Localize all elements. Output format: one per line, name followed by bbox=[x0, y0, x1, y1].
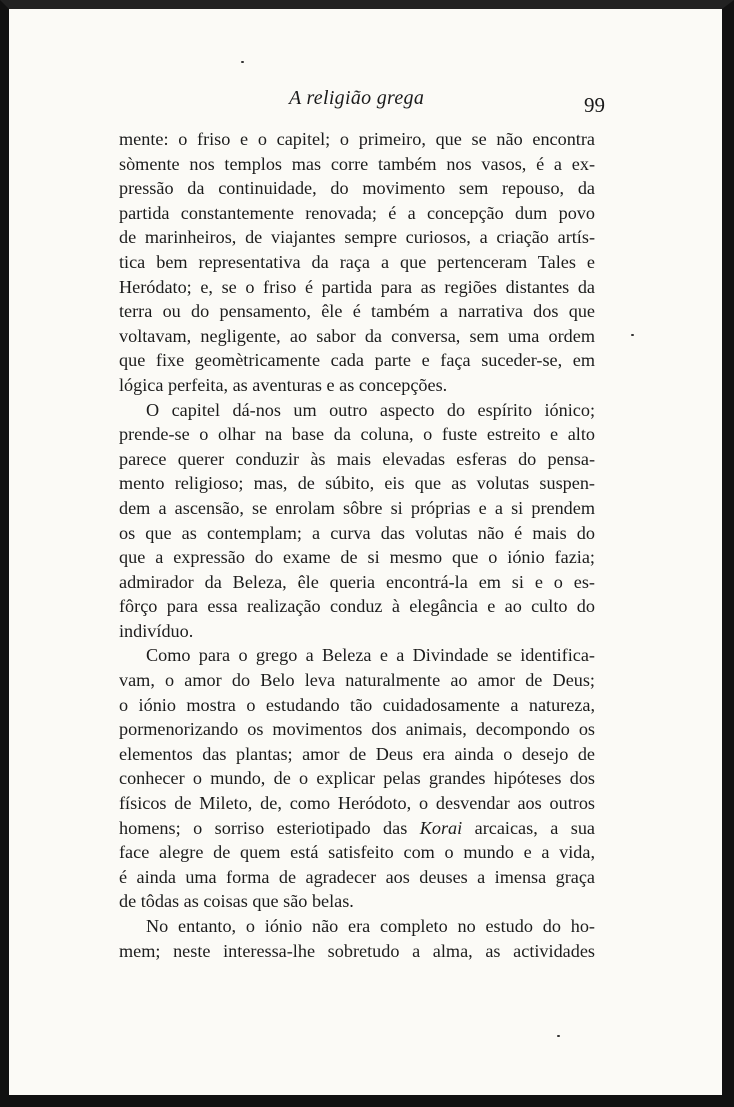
text-line: vam, o amor do Belo leva naturalmente ao amor de Deus; bbox=[119, 670, 595, 691]
running-title: A religião grega bbox=[289, 87, 425, 109]
text-line: No entanto, o iónio não era completo no estudo do ho- bbox=[146, 916, 595, 936]
text-line: de tôdas as coisas que são belas. bbox=[119, 891, 354, 912]
text-line: elementos das plantas; amor de Deus era ainda o desejo de bbox=[119, 743, 595, 764]
ink-speck bbox=[631, 334, 634, 336]
page-header bbox=[119, 87, 605, 121]
text-line: face alegre de quem está satisfeito com o mundo e a vida, bbox=[119, 842, 595, 863]
text-line: conhecer o mundo, de o explicar pelas grandes hipóteses dos bbox=[119, 768, 595, 789]
text-line: que a expressão do exame de si mesmo que o iónio fazia; bbox=[119, 547, 595, 568]
paragraph bbox=[119, 398, 595, 644]
text-line: mem; neste interessa-lhe sobretudo a alma, as actividades bbox=[119, 940, 595, 961]
paragraph bbox=[119, 127, 595, 398]
text-line: sòmente nos templos mas corre também nos vasos, é a ex- bbox=[119, 153, 595, 174]
text-line: mento religioso; mas, de súbito, eis que as volutas suspen- bbox=[119, 473, 595, 494]
text-line: que fixe geomètricamente cada parte e faça suceder-se, em bbox=[119, 350, 595, 371]
text-line: lógica perfeita, as aventuras e as concepções. bbox=[119, 374, 448, 395]
text-line: tica bem representativa da raça a que pertenceram Tales e bbox=[119, 251, 595, 272]
text-line: mente: o friso e o capitel; o primeiro, que se não encontra bbox=[119, 129, 595, 149]
body-text bbox=[119, 127, 595, 963]
text-line: fôrço para essa realização conduz à elegância e ao culto do bbox=[119, 596, 595, 617]
text-line: pressão da continuidade, do movimento sem repouso, da bbox=[119, 178, 595, 199]
text-line: Heródato; e, se o friso é partida para as regiões distantes da bbox=[119, 276, 595, 297]
paragraph bbox=[119, 914, 595, 963]
text-line: partida constantemente renovada; é a concepção dum povo bbox=[119, 202, 595, 223]
text-line: indivíduo. bbox=[119, 620, 194, 641]
text-line: voltavam, negligente, ao sabor da conversa, sem uma ordem bbox=[119, 325, 595, 346]
ink-speck bbox=[241, 61, 244, 63]
text-line: os que as contemplam; a curva das volutas não é mais do bbox=[119, 522, 595, 543]
text-line: parece querer conduzir às mais elevadas esferas do pensa- bbox=[119, 448, 595, 469]
ink-speck bbox=[557, 1035, 560, 1037]
text-line: terra ou do pensamento, êle é também a narrativa dos que bbox=[119, 301, 595, 322]
page-number: 99 bbox=[584, 93, 605, 117]
text-line: Como para o grego a Beleza e a Divindade se identifica- bbox=[146, 645, 595, 666]
text-line: prende-se o olhar na base da coluna, o fuste estreito e alto bbox=[119, 424, 595, 445]
text-line: o iónio mostra o estudando tão cuidadosamente a natureza, bbox=[119, 694, 595, 715]
paragraph bbox=[119, 643, 595, 914]
text-line: físicos de Mileto, de, como Heródoto, o desvendar aos outros bbox=[119, 793, 595, 814]
text-line: dem a ascensão, se enrolam sôbre si próprias e a si prendem bbox=[119, 497, 595, 518]
text-line: homens; o sorriso esteriotipado das Korai arcaicas, a sua bbox=[119, 817, 595, 838]
text-line: admirador da Beleza, êle queria encontrá-la em si e o es- bbox=[119, 571, 595, 592]
text-line: de marinheiros, de viajantes sempre curiosos, a criação artís- bbox=[119, 227, 595, 248]
text-line: pormenorizando os movimentos dos animais, decompondo os bbox=[119, 719, 595, 740]
italic-term: Korai bbox=[419, 817, 463, 838]
text-line: O capitel dá-nos um outro aspecto do espírito iónico; bbox=[146, 399, 595, 420]
text-line: é ainda uma forma de agradecer aos deuses a imensa graça bbox=[119, 866, 595, 887]
